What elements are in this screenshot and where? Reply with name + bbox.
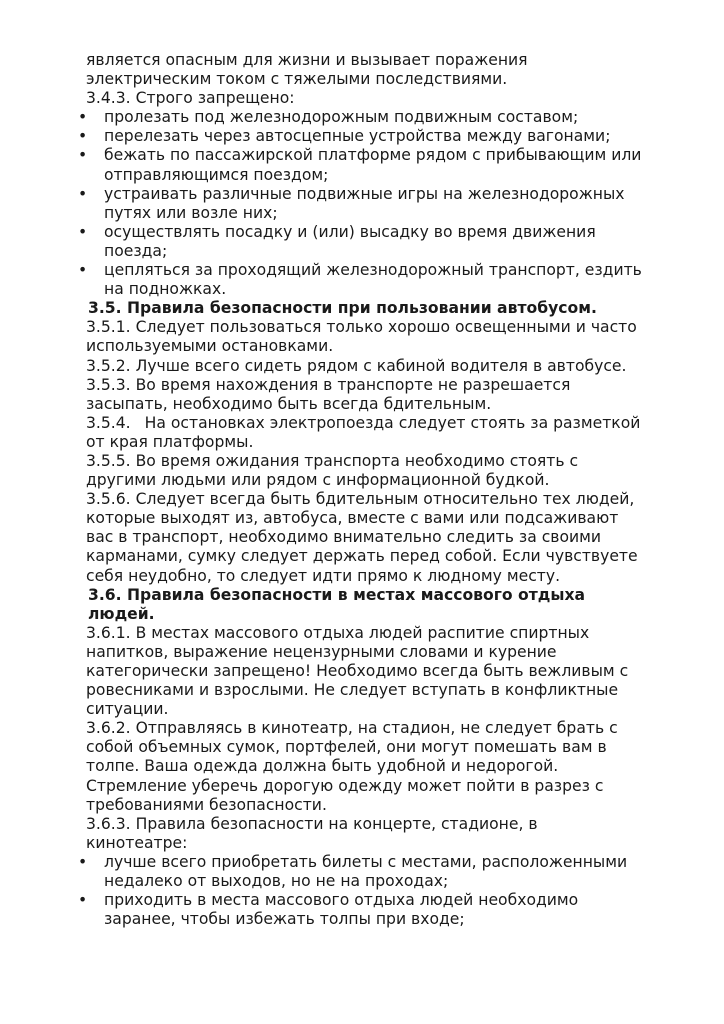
list-item: • устраивать различные подвижные игры на железнодорожных путях или возле них;: [86, 185, 684, 223]
list-item: • бежать по пассажирской платформе рядом с прибывающим или отправляющимся поездом;: [86, 146, 684, 184]
list-item: • приходить в места массового отдыха людей необходимо заранее, чтобы избежать толпы при входе;: [86, 891, 684, 929]
bullet-list-3-4-3: [86, 108, 684, 299]
paragraph-3-5-2: 3.5.2. Лучше всего сидеть рядом с кабиной водителя в автобусе.: [86, 356, 627, 375]
list-item: • цепляться за проходящий железнодорожный транспорт, ездить на подножках.: [86, 261, 684, 299]
paragraph-3-4-3: 3.4.3. Строго запрещено:: [86, 89, 295, 108]
paragraph-3-6-1: 3.6.1. В местах массового отдыха людей распитие спиртных напитков, выражение нецензурными словами и курение категорически запрещено! Необходимо всегда быть вежливым с ровесниками и взрослыми. Не следует вступать в конфликтные ситуации.: [86, 623, 629, 719]
paragraph-3-5-4: 3.5.4. На остановках электропоезда следует стоять за разметкой от края платформы.: [86, 413, 641, 451]
list-item: • пролезать под железнодорожным подвижным составом;: [86, 108, 684, 127]
list-item: • перелезать через автосцепные устройства между вагонами;: [86, 127, 684, 146]
paragraph-3-6-2: 3.6.2. Отправляясь в кинотеатр, на стадион, не следует брать с собой объемных сумок, портфелей, они могут помешать вам в толпе. Ваша одежда должна быть удобной и недорогой. Стремление уберечь дорогую одежду может пойти в разрез с требованиями безопасности.: [86, 719, 618, 814]
text-line: электрическим током с тяжелыми последствиями.: [86, 70, 508, 89]
paragraph-3-5-1: 3.5.1. Следует пользоваться только хорошо освещенными и часто используемыми остановками.: [86, 318, 637, 356]
bullet-list-3-6-3: [86, 853, 684, 929]
paragraph-3-5-6: 3.5.6. Следует всегда быть бдительным относительно тех людей, которые выходят из, автобуса, вместе с вами или подсаживают вас в транспорт, необходимо внимательно следить за своими карманами, сумку следует держать перед собой. Если чувствуете себя неудобно, то следует идти прямо к людному месту.: [86, 490, 638, 585]
list-item: • осуществлять посадку и (или) высадку во время движения поезда;: [86, 223, 684, 261]
paragraph-3-5-3: 3.5.3. Во время нахождения в транспорте не разрешается засыпать, необходимо быть всегда бдительным.: [86, 375, 571, 413]
text-line: является опасным для жизни и вызывает поражения: [86, 51, 528, 69]
section-heading-3-5: 3.5. Правила безопасности при пользовании автобусом.: [88, 299, 597, 318]
paragraph-3-5-5: 3.5.5. Во время ожидания транспорта необходимо стоять с другими людьми или рядом с информационной будкой.: [86, 451, 579, 490]
paragraph-3-6-3: 3.6.3. Правила безопасности на концерте, стадионе, в кинотеатре:: [86, 814, 538, 852]
list-item: • лучше всего приобретать билеты с местами, расположенными недалеко от выходов, но не на проходах;: [86, 853, 684, 891]
section-heading-3-6: 3.6. Правила безопасности в местах массового отдыха людей.: [88, 585, 586, 623]
